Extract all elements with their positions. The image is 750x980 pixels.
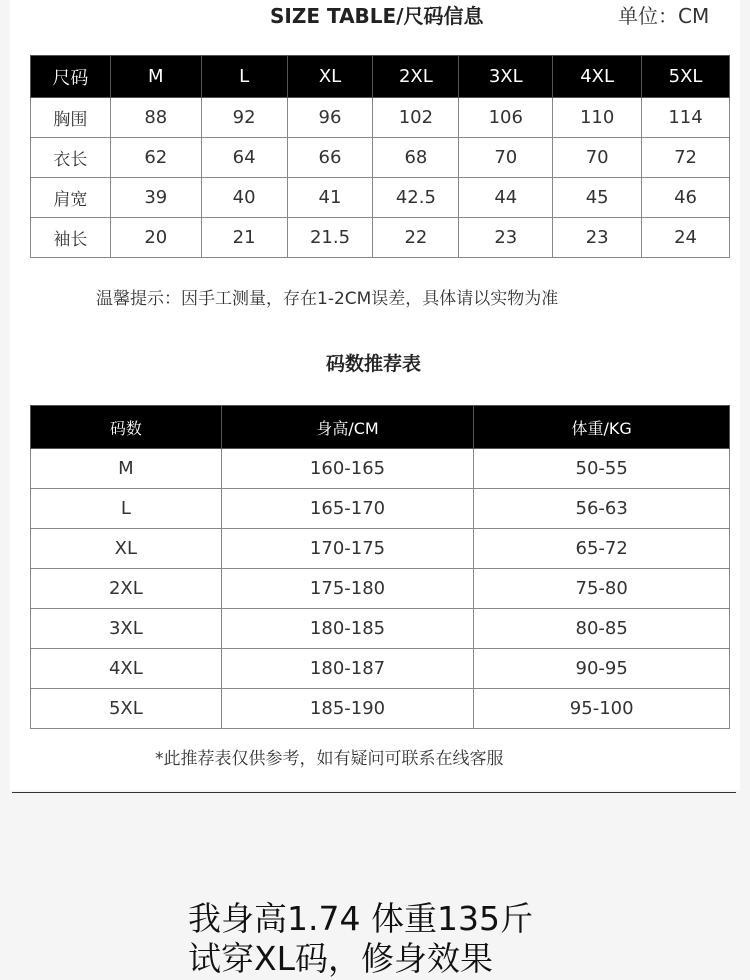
recommend-header-cell: 体重/KG <box>474 406 730 449</box>
table-cell: 70 <box>553 138 642 178</box>
table-cell: 46 <box>642 178 730 218</box>
size-header-cell: 5XL <box>642 56 730 98</box>
recommend-disclaimer: *此推荐表仅供参考，如有疑问可联系在线客服 <box>155 749 504 769</box>
table-cell: 21.5 <box>287 218 373 258</box>
table-cell: 180-185 <box>221 609 474 649</box>
table-cell: M <box>31 449 222 489</box>
recommend-header-cell: 码数 <box>31 406 222 449</box>
page-title: SIZE TABLE/尺码信息 <box>270 4 484 28</box>
table-cell: 3XL <box>31 609 222 649</box>
table-row <box>31 689 730 729</box>
table-cell: 44 <box>459 178 553 218</box>
table-cell: 45 <box>553 178 642 218</box>
table-cell: 96 <box>287 98 373 138</box>
row-label: 袖长 <box>31 218 111 258</box>
table-cell: 160-165 <box>221 449 474 489</box>
table-cell: 170-175 <box>221 529 474 569</box>
table-cell: 95-100 <box>474 689 730 729</box>
table-cell: 165-170 <box>221 489 474 529</box>
table-cell: 23 <box>459 218 553 258</box>
table-row <box>31 569 730 609</box>
table-cell: 42.5 <box>373 178 459 218</box>
table-row <box>31 449 730 489</box>
recommend-table <box>30 405 730 729</box>
table-cell: XL <box>31 529 222 569</box>
table-cell: L <box>31 489 222 529</box>
table-cell: 75-80 <box>474 569 730 609</box>
recommend-header-row <box>31 406 730 449</box>
table-cell: 90-95 <box>474 649 730 689</box>
table-cell: 72 <box>642 138 730 178</box>
table-row <box>31 138 730 178</box>
size-header-cell: L <box>201 56 287 98</box>
table-cell: 24 <box>642 218 730 258</box>
section-divider <box>12 792 736 793</box>
table-cell: 88 <box>110 98 201 138</box>
table-row <box>31 609 730 649</box>
table-cell: 92 <box>201 98 287 138</box>
table-cell: 39 <box>110 178 201 218</box>
recommend-title: 码数推荐表 <box>326 353 422 375</box>
row-label: 胸围 <box>31 98 111 138</box>
table-cell: 4XL <box>31 649 222 689</box>
table-cell: 68 <box>373 138 459 178</box>
measurement-note: 温馨提示：因手工测量，存在1-2CM误差，具体请以实物为准 <box>96 289 559 309</box>
table-cell: 110 <box>553 98 642 138</box>
table-cell: 50-55 <box>474 449 730 489</box>
model-info-line-1: 我身高1.74 体重135斤 <box>188 899 533 938</box>
size-table-header-row <box>31 56 730 98</box>
table-cell: 180-187 <box>221 649 474 689</box>
table-cell: 102 <box>373 98 459 138</box>
table-row <box>31 178 730 218</box>
unit-label: 单位：CM <box>618 4 710 28</box>
size-header-cell: M <box>110 56 201 98</box>
size-table <box>30 55 730 258</box>
table-cell: 64 <box>201 138 287 178</box>
size-header-cell: 2XL <box>373 56 459 98</box>
size-header-cell: 4XL <box>553 56 642 98</box>
model-info-line-2: 试穿XL码，修身效果 <box>188 939 493 978</box>
table-cell: 22 <box>373 218 459 258</box>
row-label: 肩宽 <box>31 178 111 218</box>
table-row <box>31 489 730 529</box>
table-row <box>31 218 730 258</box>
table-cell: 41 <box>287 178 373 218</box>
table-cell: 65-72 <box>474 529 730 569</box>
table-cell: 23 <box>553 218 642 258</box>
table-cell: 106 <box>459 98 553 138</box>
table-cell: 66 <box>287 138 373 178</box>
table-row <box>31 529 730 569</box>
table-cell: 20 <box>110 218 201 258</box>
table-cell: 56-63 <box>474 489 730 529</box>
size-header-cell: XL <box>287 56 373 98</box>
table-cell: 2XL <box>31 569 222 609</box>
size-header-cell: 3XL <box>459 56 553 98</box>
recommend-header-cell: 身高/CM <box>221 406 474 449</box>
table-cell: 114 <box>642 98 730 138</box>
size-header-cell: 尺码 <box>31 56 111 98</box>
table-cell: 185-190 <box>221 689 474 729</box>
table-cell: 70 <box>459 138 553 178</box>
table-cell: 21 <box>201 218 287 258</box>
table-cell: 80-85 <box>474 609 730 649</box>
table-cell: 175-180 <box>221 569 474 609</box>
table-cell: 62 <box>110 138 201 178</box>
table-cell: 40 <box>201 178 287 218</box>
table-row <box>31 649 730 689</box>
table-row <box>31 98 730 138</box>
row-label: 衣长 <box>31 138 111 178</box>
table-cell: 5XL <box>31 689 222 729</box>
